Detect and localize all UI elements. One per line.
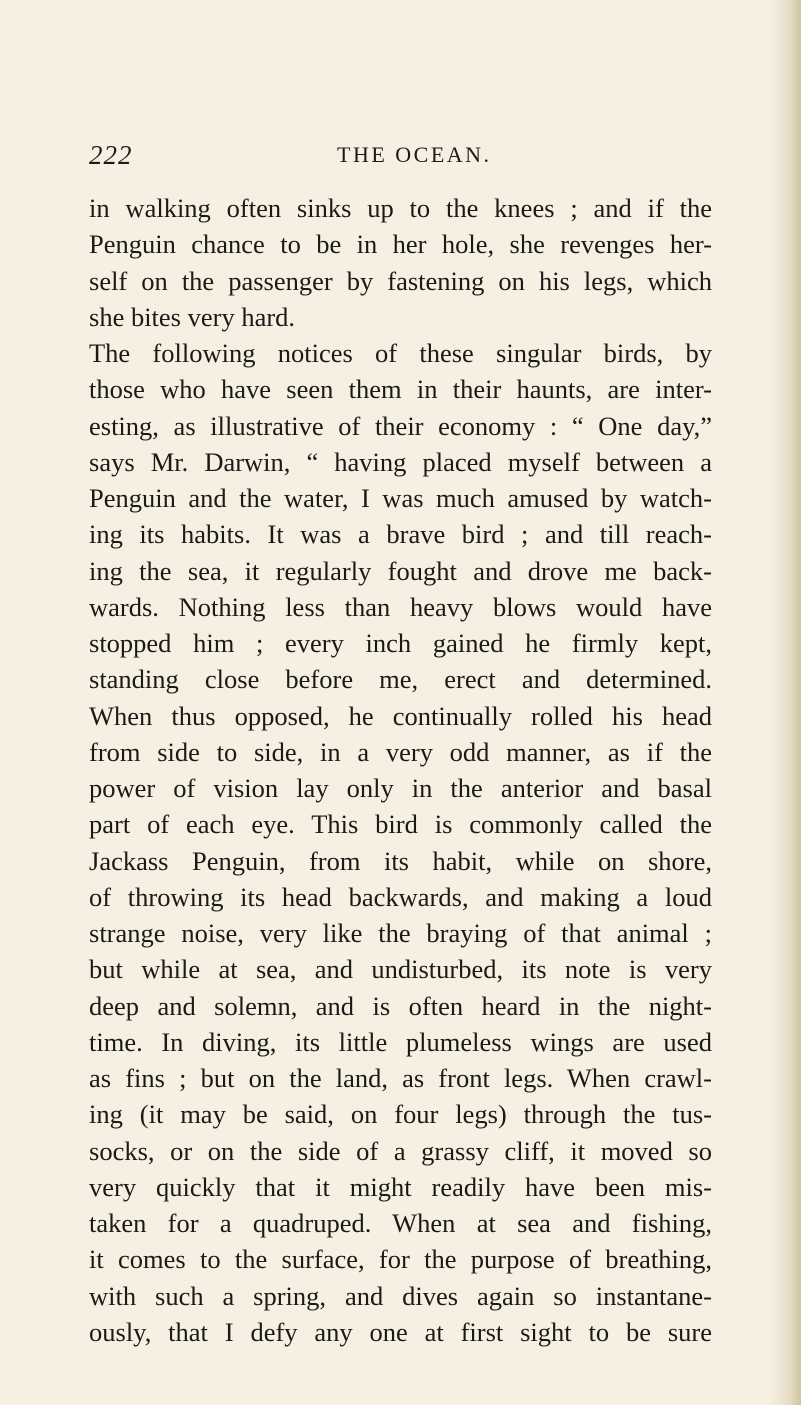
text-line: Penguin chance to be in her hole, she revenges her- bbox=[89, 229, 712, 260]
text-line: says Mr. Darwin, “ having placed myself between a bbox=[89, 446, 712, 477]
text-line: socks, or on the side of a grassy cliff, it moved so bbox=[89, 1135, 712, 1166]
text-line: strange noise, very like the braying of that animal ; bbox=[89, 918, 712, 948]
text-line: it comes to the surface, for the purpose of breathing, bbox=[89, 1244, 712, 1275]
text-line: deep and solemn, and is often heard in the night- bbox=[89, 990, 712, 1021]
text-line: The following notices of these singular birds, by bbox=[89, 338, 712, 368]
text-line: When thus opposed, he continually rolled his head bbox=[89, 700, 712, 731]
text-line: time. In diving, its little plumeless wings are used bbox=[89, 1026, 712, 1057]
text-line: she bites very hard. bbox=[89, 301, 296, 332]
text-line: Jackass Penguin, from its habit, while on shore, bbox=[89, 845, 712, 876]
text-line: standing close before me, erect and determined. bbox=[89, 664, 712, 695]
text-line: ing its habits. It was a brave bird ; and till reach- bbox=[89, 519, 712, 550]
text-line: very quickly that it might readily have been mis- bbox=[89, 1171, 712, 1202]
running-head bbox=[89, 140, 712, 174]
text-line: part of each eye. This bird is commonly called the bbox=[89, 809, 712, 840]
text-line: in walking often sinks up to the knees ; and if the bbox=[89, 193, 712, 223]
text-line: from side to side, in a very odd manner, as if the bbox=[89, 736, 712, 767]
text-line: but while at sea, and undisturbed, its note is very bbox=[89, 954, 712, 985]
running-title: THE OCEAN. bbox=[337, 142, 492, 167]
text-line: with such a spring, and dives again so instantane- bbox=[89, 1280, 712, 1311]
text-line: self on the passenger by fastening on his legs, which bbox=[89, 265, 712, 296]
text-line: stopped him ; every inch gained he firmly kept, bbox=[89, 628, 712, 658]
text-line: ously, that I defy any one at first sight to be sure bbox=[89, 1316, 712, 1347]
text-line: power of vision lay only in the anterior and basal bbox=[89, 773, 712, 803]
text-line: ing the sea, it regularly fought and drove me back- bbox=[89, 555, 712, 586]
page-number: 222 bbox=[89, 140, 133, 170]
text-line: esting, as illustrative of their economy : “ One day,” bbox=[89, 410, 712, 441]
text-line: of throwing its head backwards, and making a loud bbox=[89, 881, 712, 912]
text-line: Penguin and the water, I was much amused by watch- bbox=[89, 483, 712, 513]
text-line: those who have seen them in their haunts, are inter- bbox=[89, 374, 712, 405]
text-line: ing (it may be said, on four legs) through the tus- bbox=[89, 1099, 712, 1130]
text-line: wards. Nothing less than heavy blows would have bbox=[89, 591, 712, 622]
text-line: taken for a quadruped. When at sea and fishing, bbox=[89, 1208, 712, 1238]
text-line: as fins ; but on the land, as front legs. When crawl- bbox=[89, 1063, 712, 1093]
body-text bbox=[89, 190, 712, 1350]
